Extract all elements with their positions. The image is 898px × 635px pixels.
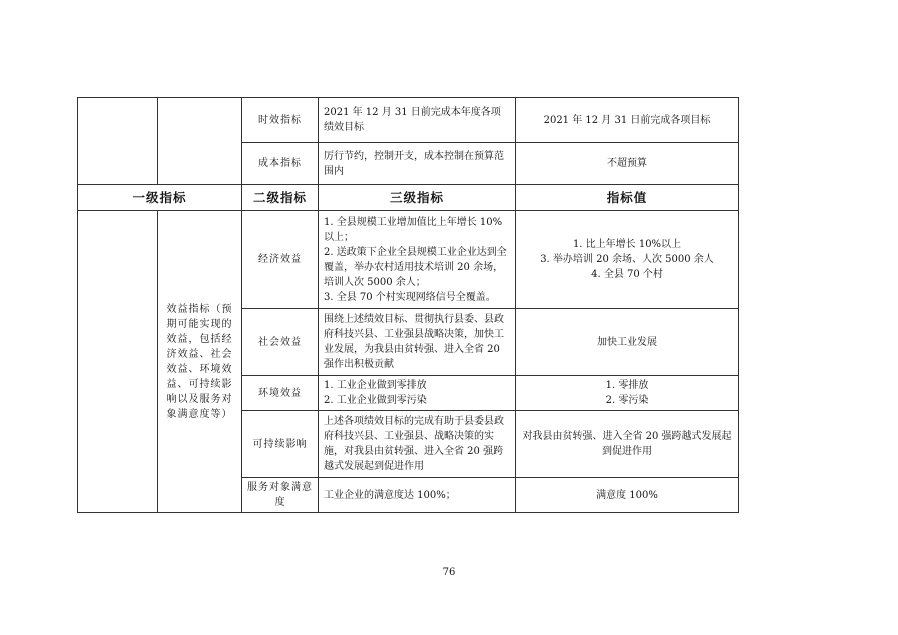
value-cell: [516, 376, 739, 411]
value-line: 2. 零污染: [605, 395, 649, 406]
value-cell: 2021 年 12 月 31 日前完成各项目标: [516, 98, 739, 143]
value-line: 满意度 100%: [596, 489, 658, 501]
value-cell: [516, 478, 739, 513]
level3-cell: [319, 309, 516, 376]
blank-cell: [78, 211, 158, 513]
page-number: 76: [442, 567, 456, 578]
value-cell: [516, 309, 739, 376]
blank-cell: [78, 98, 158, 185]
level3-line: 2. 送政策下企业全县规模工业企业达到全覆盖，举办农村适用技术培训 20 余场，培训人次 5000 余人；: [324, 246, 507, 288]
level3-cell: [319, 211, 516, 309]
level3-line: 1. 工业企业做到零排放: [324, 380, 427, 391]
level3-line: 围绕上述绩效目标、贯彻执行县委、县政府科技兴县、工业强县战略决策，加快工业发展，为我县由贫转强、进入全省 20 强作出积极贡献: [324, 314, 504, 370]
level3-line: 3. 全县 70 个村实现网络信号全覆盖。: [324, 291, 496, 303]
blank-cell: [158, 98, 242, 185]
performance-indicator-table: [77, 97, 739, 513]
header-level2: 二级指标: [242, 185, 319, 211]
level3-line: 上述各项绩效目标的完成有助于县委县政府科技兴县、工业强县、战略决策的实施，对我县由贫转强、进入全省 20 强跨越式发展起到促进作用: [324, 416, 504, 472]
value-line: 加快工业发展: [597, 336, 657, 348]
level3-line: 工业企业的满意度达 100%；: [324, 489, 456, 501]
benefit-indicator-label: 效益指标（预期可能实现的效益，包括经济效益、社会效益、环境效益、可持续影响以及服务对象满意度等）: [158, 211, 242, 513]
value-cell: [516, 211, 739, 309]
header-value: 指标值: [516, 185, 739, 211]
level2-cell: 时效指标: [242, 98, 319, 143]
level2-cell: 环境效益: [242, 376, 319, 411]
level3-line: 1. 全县规模工业增加值比上年增长 10%以上；: [324, 216, 503, 243]
table-row: [78, 98, 739, 143]
level3-cell: 厉行节约，控制开支，成本控制在预算范围内: [319, 143, 516, 185]
level3-line: 2. 工业企业做到零污染: [324, 395, 427, 406]
value-line: 1. 比上年增长 10%以上: [572, 239, 682, 250]
value-line: 3. 举办培训 20 余场、人次 5000 余人: [540, 254, 714, 265]
level3-cell: 2021 年 12 月 31 日前完成本年度各项绩效目标: [319, 98, 516, 143]
value-cell: 不超预算: [516, 143, 739, 185]
header-level3: 三级指标: [319, 185, 516, 211]
level2-cell: 社会效益: [242, 309, 319, 376]
header-row: [78, 185, 739, 211]
level3-cell: [319, 478, 516, 513]
header-level1: 一级指标: [78, 185, 242, 211]
level3-cell: [319, 411, 516, 478]
table-row: [78, 211, 739, 309]
value-line: 1. 零排放: [605, 380, 649, 391]
level2-cell: 可持续影响: [242, 411, 319, 478]
level2-cell: 服务对象满意度: [242, 478, 319, 513]
level3-cell: [319, 376, 516, 411]
level2-cell: 经济效益: [242, 211, 319, 309]
value-cell: [516, 411, 739, 478]
value-line: 4. 全县 70 个村: [591, 269, 663, 280]
value-line: 对我县由贫转强、进入全省 20 强跨越式发展起到促进作用: [522, 431, 732, 457]
level2-cell: 成本指标: [242, 143, 319, 185]
